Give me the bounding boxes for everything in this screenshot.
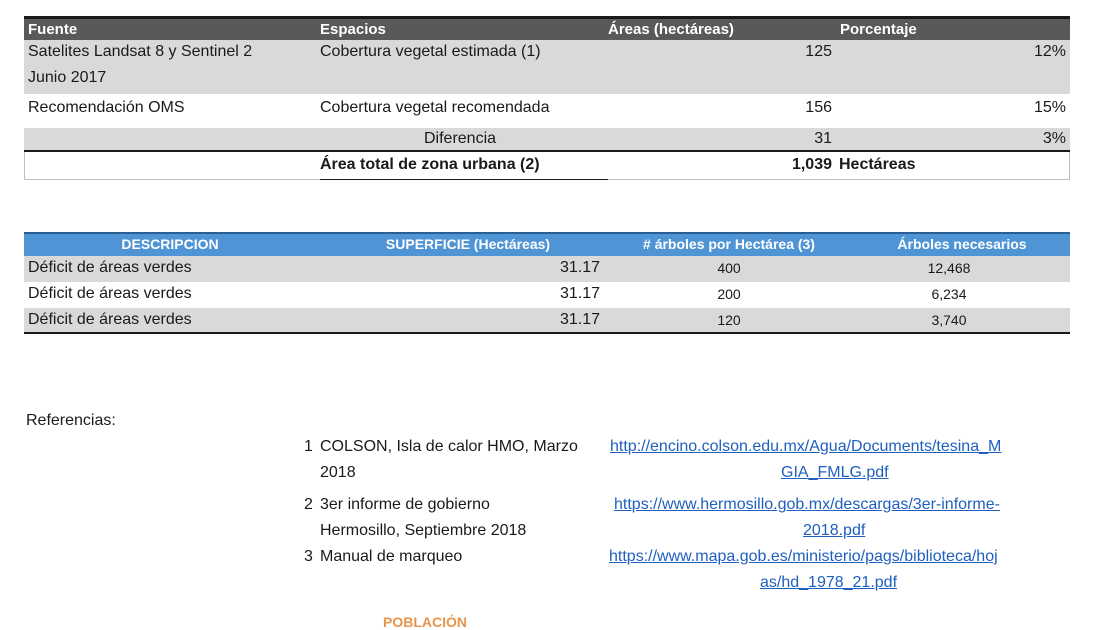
- cell-necesarios: 6,234: [931, 286, 967, 302]
- divider: [320, 179, 608, 180]
- cell-fuente: Satelites Landsat 8 y Sentinel 2: [28, 43, 253, 60]
- header-espacios: Espacios: [320, 21, 386, 38]
- cell-superficie: 31.17: [559, 311, 600, 328]
- cell-espacio: Cobertura vegetal recomendada: [320, 99, 550, 116]
- reference-number: 2: [304, 496, 313, 513]
- reference-number: 1: [304, 438, 313, 455]
- reference-link-line2[interactable]: 2018.pdf: [803, 522, 866, 539]
- cell-area: 31: [814, 130, 832, 147]
- cell-total-unit: Hectáreas: [839, 156, 916, 173]
- header-areas: Áreas (hectáreas): [608, 21, 734, 38]
- reference-text: Manual de marqueo: [320, 548, 463, 565]
- reference-link[interactable]: https://www.mapa.gob.es/ministerio/pags/biblioteca/hoj: [609, 548, 998, 565]
- cell-espacio: Cobertura vegetal estimada (1): [320, 43, 541, 60]
- reference-text-line2: 2018: [320, 464, 356, 481]
- reference-link-line2[interactable]: GIA_FMLG.pdf: [781, 464, 889, 481]
- table-row-total: [24, 152, 1070, 180]
- cell-porcentaje: 12%: [1033, 43, 1066, 60]
- reference-link-line2[interactable]: as/hd_1978_21.pdf: [760, 574, 898, 591]
- cell-superficie: 31.17: [559, 259, 600, 276]
- reference-text: COLSON, Isla de calor HMO, Marzo: [320, 438, 578, 455]
- cell-fuente: Recomendación OMS: [28, 99, 185, 116]
- header-necesarios: Árboles necesarios: [897, 236, 1027, 252]
- header-fuente: Fuente: [28, 21, 78, 38]
- cell-area: 156: [805, 99, 832, 116]
- cell-porcentaje: 15%: [1033, 99, 1066, 116]
- header-superficie: SUPERFICIE (Hectáreas): [385, 236, 551, 252]
- cell-descripcion: Déficit de áreas verdes: [28, 311, 192, 328]
- table-row: [24, 308, 1070, 334]
- cell-descripcion: Déficit de áreas verdes: [28, 285, 192, 302]
- cell-total-area: 1,039: [791, 156, 832, 173]
- trees-table-header: [24, 232, 1070, 256]
- table-row: [24, 40, 1070, 94]
- reference-link[interactable]: http://encino.colson.edu.mx/Agua/Documents/tesina_M: [610, 438, 1002, 455]
- table-row: [24, 256, 1070, 282]
- cell-diferencia-label: Diferencia: [424, 130, 497, 147]
- reference-number: 3: [304, 548, 313, 565]
- cut-off-heading-text: POBLACIÓN: [383, 614, 467, 630]
- cell-superficie: 31.17: [559, 285, 600, 302]
- table-row: [24, 282, 1070, 308]
- reference-link[interactable]: https://www.hermosillo.gob.mx/descargas/3er-informe-: [614, 496, 1000, 513]
- cell-arboles-ha: 120: [717, 312, 741, 328]
- references-title: Referencias:: [26, 412, 116, 429]
- cell-porcentaje: 3%: [1042, 130, 1066, 147]
- cell-arboles-ha: 400: [717, 260, 741, 276]
- reference-text-line2: Hermosillo, Septiembre 2018: [320, 522, 527, 539]
- cell-necesarios: 12,468: [927, 260, 971, 276]
- references-list: [0, 438, 1112, 598]
- cell-total-label: Área total de zona urbana (2): [320, 156, 540, 173]
- header-porcentaje: Porcentaje: [840, 21, 917, 38]
- header-descripcion: DESCRIPCION: [121, 236, 219, 252]
- cell-fuente-line2: Junio 2017: [28, 69, 107, 86]
- coverage-table-header: [24, 16, 1070, 40]
- cut-off-heading: [383, 614, 583, 630]
- header-arboles-ha: # árboles por Hectárea (3): [643, 236, 815, 252]
- cell-arboles-ha: 200: [717, 286, 741, 302]
- cell-descripcion: Déficit de áreas verdes: [28, 259, 192, 276]
- table-row-diferencia: [24, 128, 1070, 152]
- reference-text: 3er informe de gobierno: [320, 496, 490, 513]
- cell-area: 125: [805, 43, 832, 60]
- table-row: [24, 94, 1070, 122]
- cell-necesarios: 3,740: [931, 312, 967, 328]
